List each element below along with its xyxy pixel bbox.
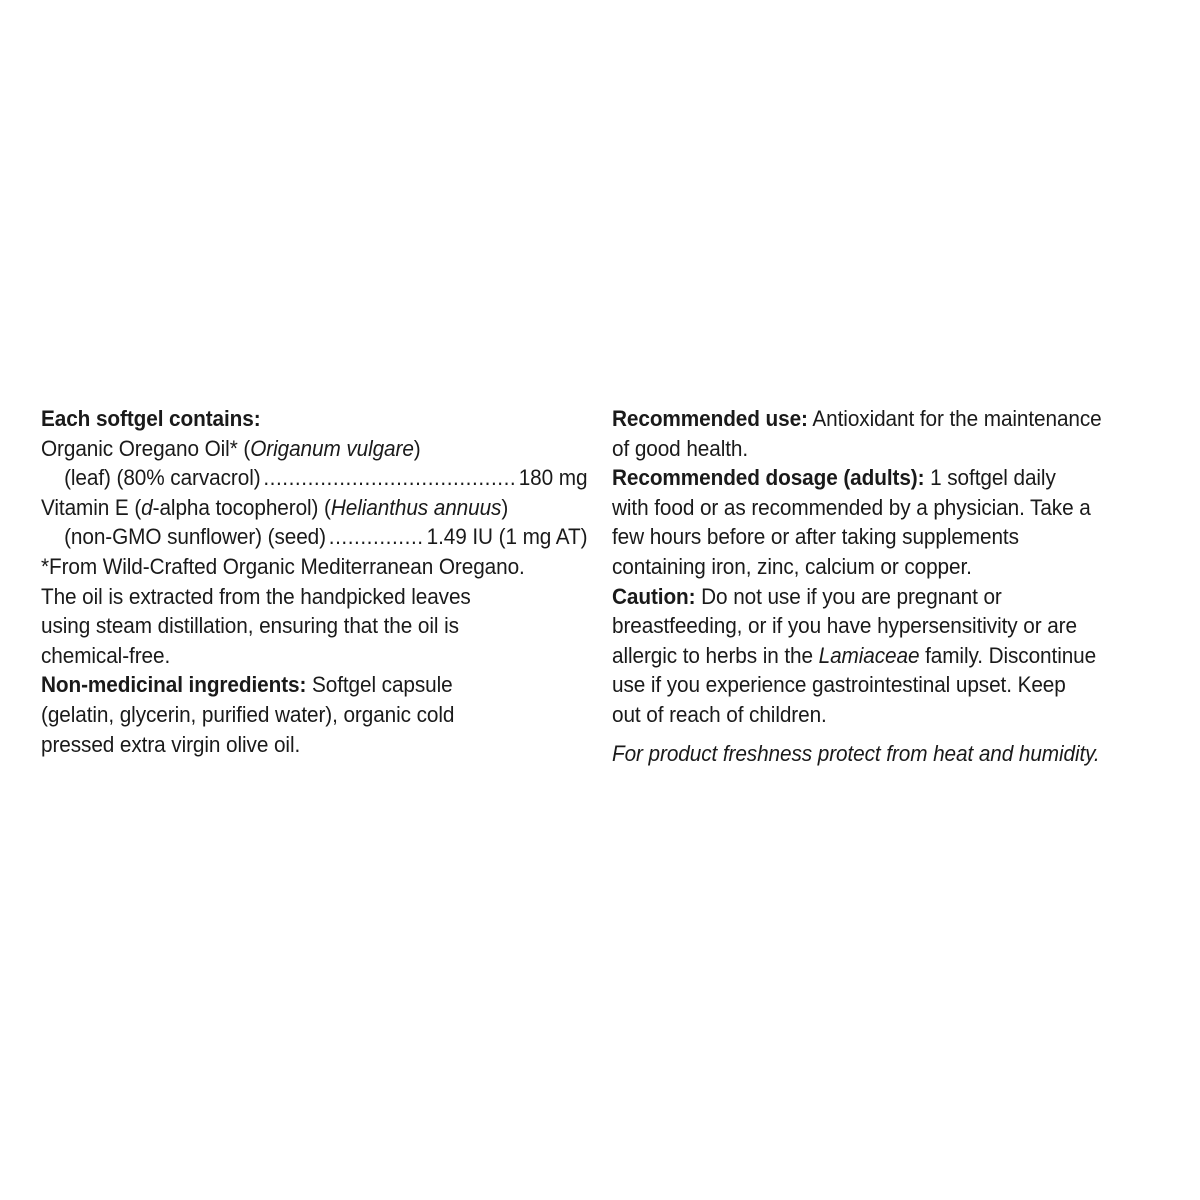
- text-segment: family. Discontinue: [919, 642, 1097, 668]
- oregano-footnote-line-2: [41, 582, 587, 612]
- text-segment: containing iron, zinc, calcium or copper.: [612, 553, 972, 579]
- non-medicinal-line-3: [41, 730, 587, 760]
- text-segment: d: [141, 494, 153, 520]
- ingredient-vitamin-e-name: [41, 493, 587, 523]
- oregano-footnote-line-1: [41, 552, 587, 582]
- text-segment: Softgel capsule: [306, 672, 453, 698]
- text-segment: allergic to herbs in the: [612, 642, 819, 668]
- text-segment: The oil is extracted from the handpicked leaves: [41, 583, 471, 609]
- ingredients-column: [41, 404, 587, 759]
- text-segment: chemical-free.: [41, 642, 171, 668]
- text-segment: (non-GMO sunflower) (seed): [64, 524, 326, 550]
- text-segment: (gelatin, glycerin, purified water), organic cold: [41, 701, 455, 727]
- text-segment: Recommended use:: [612, 406, 808, 431]
- text-segment: Non-medicinal ingredients:: [41, 672, 307, 698]
- caution-line-5: [612, 700, 1158, 730]
- leader-label: [64, 463, 260, 493]
- recommended-dosage-line-2: [612, 493, 1158, 523]
- text-segment: 1 softgel daily: [924, 465, 1056, 491]
- text-segment: Lamiaceae: [818, 642, 920, 668]
- amount-value: 1.49 IU (1 mg AT): [426, 524, 588, 550]
- dot-leader: [263, 463, 516, 493]
- text-segment: breastfeeding, or if you have hypersensitivity or are: [612, 613, 1077, 639]
- caution-line-2: [612, 611, 1158, 641]
- text-segment: Antioxidant for the maintenance: [807, 406, 1102, 431]
- leader-label: [64, 522, 326, 552]
- text-segment: *From Wild-Crafted Organic Mediterranean Oregano.: [41, 553, 525, 579]
- recommended-dosage-line-3: [612, 522, 1158, 552]
- ingredient-oregano-amount: [41, 463, 587, 493]
- oregano-footnote-line-3: [41, 611, 587, 641]
- text-segment: -alpha tocopherol) (: [152, 494, 331, 520]
- non-medicinal-line-2: [41, 700, 587, 730]
- recommended-dosage-line-1: [612, 463, 1158, 493]
- text-segment: pressed extra virgin olive oil.: [41, 731, 301, 757]
- text-segment: few hours before or after taking supplements: [612, 524, 1019, 550]
- recommended-use-line-2: [612, 434, 1158, 464]
- non-medicinal-line-1: [41, 670, 587, 700]
- caution-line-3: [612, 641, 1158, 671]
- text-segment: Helianthus annuus: [330, 494, 502, 520]
- freshness-note: [612, 739, 1158, 769]
- text-segment: ): [413, 435, 421, 461]
- text-segment: with food or as recommended by a physician. Take a: [612, 494, 1091, 520]
- recommended-dosage-line-4: [612, 552, 1158, 582]
- text-segment: out of reach of children.: [612, 701, 827, 727]
- caution-line-1: [612, 582, 1158, 612]
- text-segment: ): [501, 494, 509, 520]
- text-segment: use if you experience gastrointestinal upset. Keep: [612, 672, 1066, 698]
- ingredients-heading: [41, 404, 587, 434]
- text-segment: Recommended dosage (adults):: [612, 465, 925, 491]
- text-segment: Origanum vulgare: [250, 435, 414, 461]
- ingredient-vitamin-e-amount: [41, 522, 587, 552]
- text-segment: Each softgel contains:: [41, 406, 261, 431]
- text-segment: Vitamin E (: [41, 494, 142, 520]
- caution-line-4: [612, 670, 1158, 700]
- oregano-footnote-line-4: [41, 641, 587, 671]
- text-segment: (leaf) (80% carvacrol): [64, 465, 261, 491]
- dot-leader: [329, 522, 424, 552]
- usage-directions-column: [612, 404, 1158, 768]
- recommended-use-line-1: [612, 404, 1158, 434]
- text-segment: using steam distillation, ensuring that the oil is: [41, 613, 459, 639]
- ingredient-oregano-name: [41, 434, 587, 464]
- text-segment: For product freshness protect from heat and humidity.: [612, 740, 1100, 766]
- amount-value: 180 mg: [518, 465, 588, 491]
- text-segment: Organic Oregano Oil* (: [41, 435, 251, 461]
- text-segment: of good health.: [612, 435, 749, 461]
- text-segment: Do not use if you are pregnant or: [695, 583, 1002, 609]
- text-segment: Caution:: [612, 583, 696, 609]
